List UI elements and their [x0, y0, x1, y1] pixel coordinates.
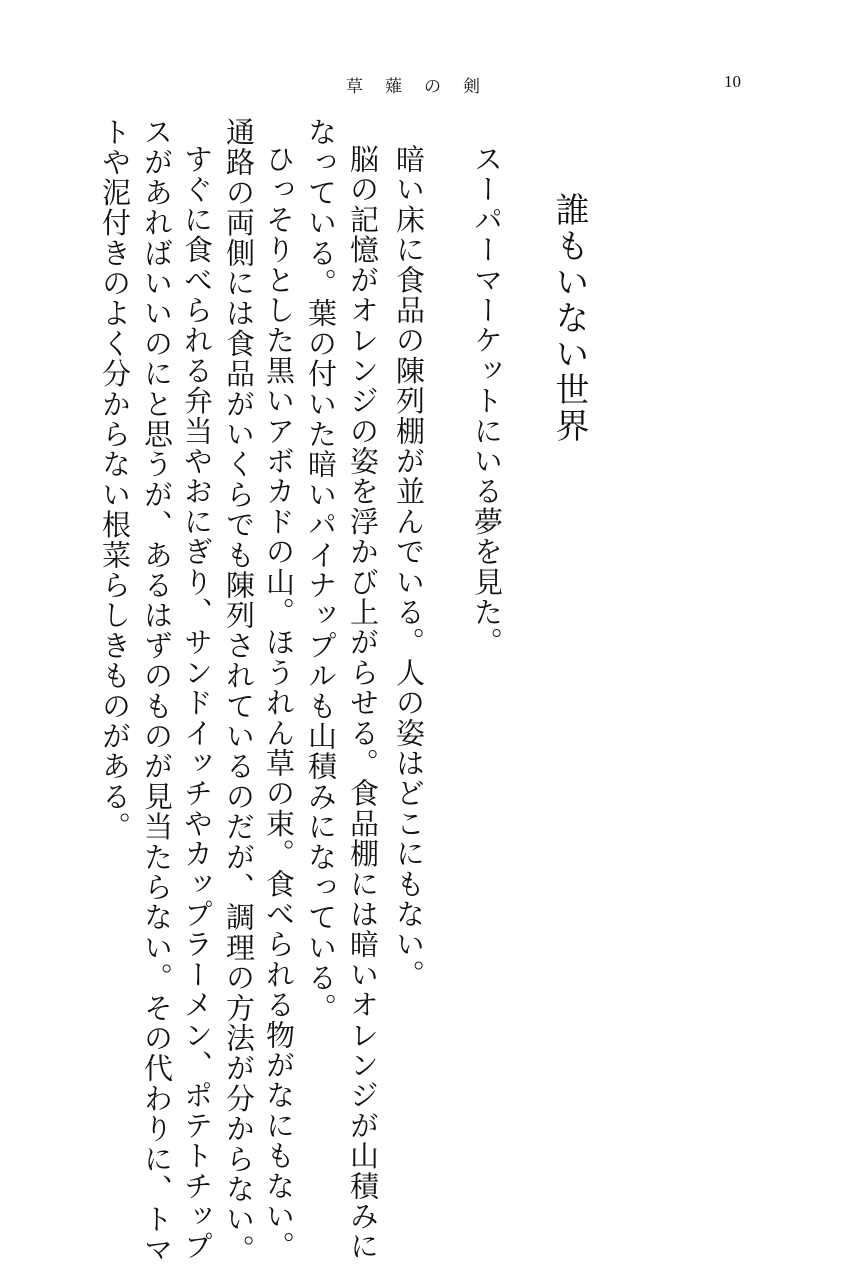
body-line: 暗い床に食品の陳列棚が並んでいる。人の姿はどこにもない。 — [392, 144, 426, 990]
body-line: トや泥付きのよく分からない根菜らしきものがある。 — [98, 117, 132, 842]
body-line: すぐに食べられる弁当やおにぎり、サンドイッチやカップラーメン、ポテトチップ — [180, 144, 214, 1262]
body-line: スがあればいいのにと思うが、あるはずのものが見当たらない。その代わりに、トマ — [140, 117, 174, 1265]
body-line: 通路の両側には食品がいくらでも陳列されているのだが、調理の方法が分からない。 — [222, 117, 256, 1265]
body-line: 脳の記憶がオレンジの姿を浮かび上がらせる。食品棚には暗いオレンジが山積みに — [346, 144, 380, 1262]
body-line: なっている。葉の付いた暗いパイナップルも山積みになっている。 — [304, 117, 338, 1023]
body-line: ひっそりとした黒いアボカドの山。ほうれん草の束。食べられる物がなにもない。 — [262, 144, 296, 1262]
body-line: スーパーマーケットにいる夢を見た。 — [470, 144, 504, 658]
running-head-title: 草薙の剣 — [346, 77, 502, 97]
chapter-title: 誰もいない世界 — [549, 192, 589, 444]
page-number: 10 — [724, 72, 741, 91]
